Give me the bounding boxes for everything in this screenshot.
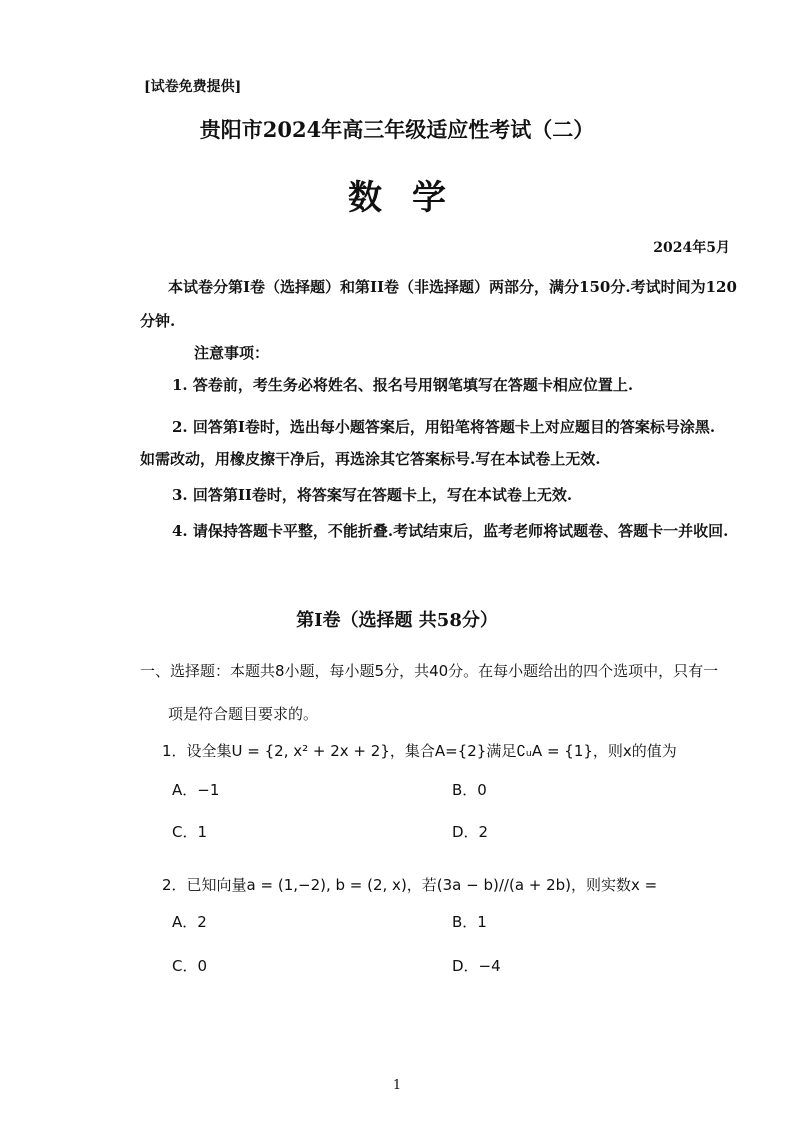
question-2-option-d: D．−4 [452, 957, 501, 975]
question-1-option-c: C．1 [172, 823, 208, 841]
note-item: 3. 回答第II卷时，将答案写在答题卡上，写在本试卷上无效. [172, 486, 573, 504]
free-provided-tag: [试卷免费提供] [144, 79, 242, 95]
question-1-option-b: B．0 [452, 781, 487, 799]
subject-title: 数学 [348, 178, 476, 218]
section-instructions: 一、选择题：本题共8小题，每小题5分，共40分。在每小题给出的四个选项中，只有一 [140, 662, 719, 680]
notes-heading: 注意事项： [194, 344, 270, 362]
note-item: 2. 回答第I卷时，选出每小题答案后，用铅笔将答题卡上对应题目的答案标号涂黑. [172, 418, 716, 436]
note-item: 1. 答卷前，考生务必将姓名、报名号用钢笔填写在答题卡相应位置上. [172, 376, 634, 394]
note-item: 4. 请保持答题卡平整，不能折叠.考试结束后，监考老师将试题卷、答题卡一并收回. [172, 522, 729, 540]
exam-date: 2024年5月 [653, 240, 730, 256]
question-2-stem: 2．已知向量a = (1,−2), b = (2, x)，若(3a − b)//(a + 2b)，则实数x = [162, 876, 658, 894]
section-instructions-continuation: 项是符合题目要求的。 [168, 705, 319, 723]
question-1-stem: 1．设全集U = {2, x² + 2x + 2}，集合A={2}满足∁ᵤA = {1}，则x的值为 [162, 742, 677, 760]
page-number: 1 [392, 1078, 402, 1093]
intro-paragraph: 本试卷分第I卷（选择题）和第II卷（非选择题）两部分，满分150分.考试时间为120分钟. [140, 278, 737, 330]
question-1-option-a: A．−1 [172, 781, 220, 799]
question-2-option-c: C．0 [172, 957, 208, 975]
part1-title: 第I卷（选择题 共58分） [296, 610, 498, 631]
question-1-option-d: D．2 [452, 823, 489, 841]
note-item-continuation: 如需改动，用橡皮擦干净后，再选涂其它答案标号.写在本试卷上无效. [140, 450, 601, 468]
question-2-option-b: B．1 [452, 913, 487, 931]
exam-title: 贵阳市2024年高三年级适应性考试（二） [199, 117, 595, 142]
question-2-option-a: A．2 [172, 913, 207, 931]
